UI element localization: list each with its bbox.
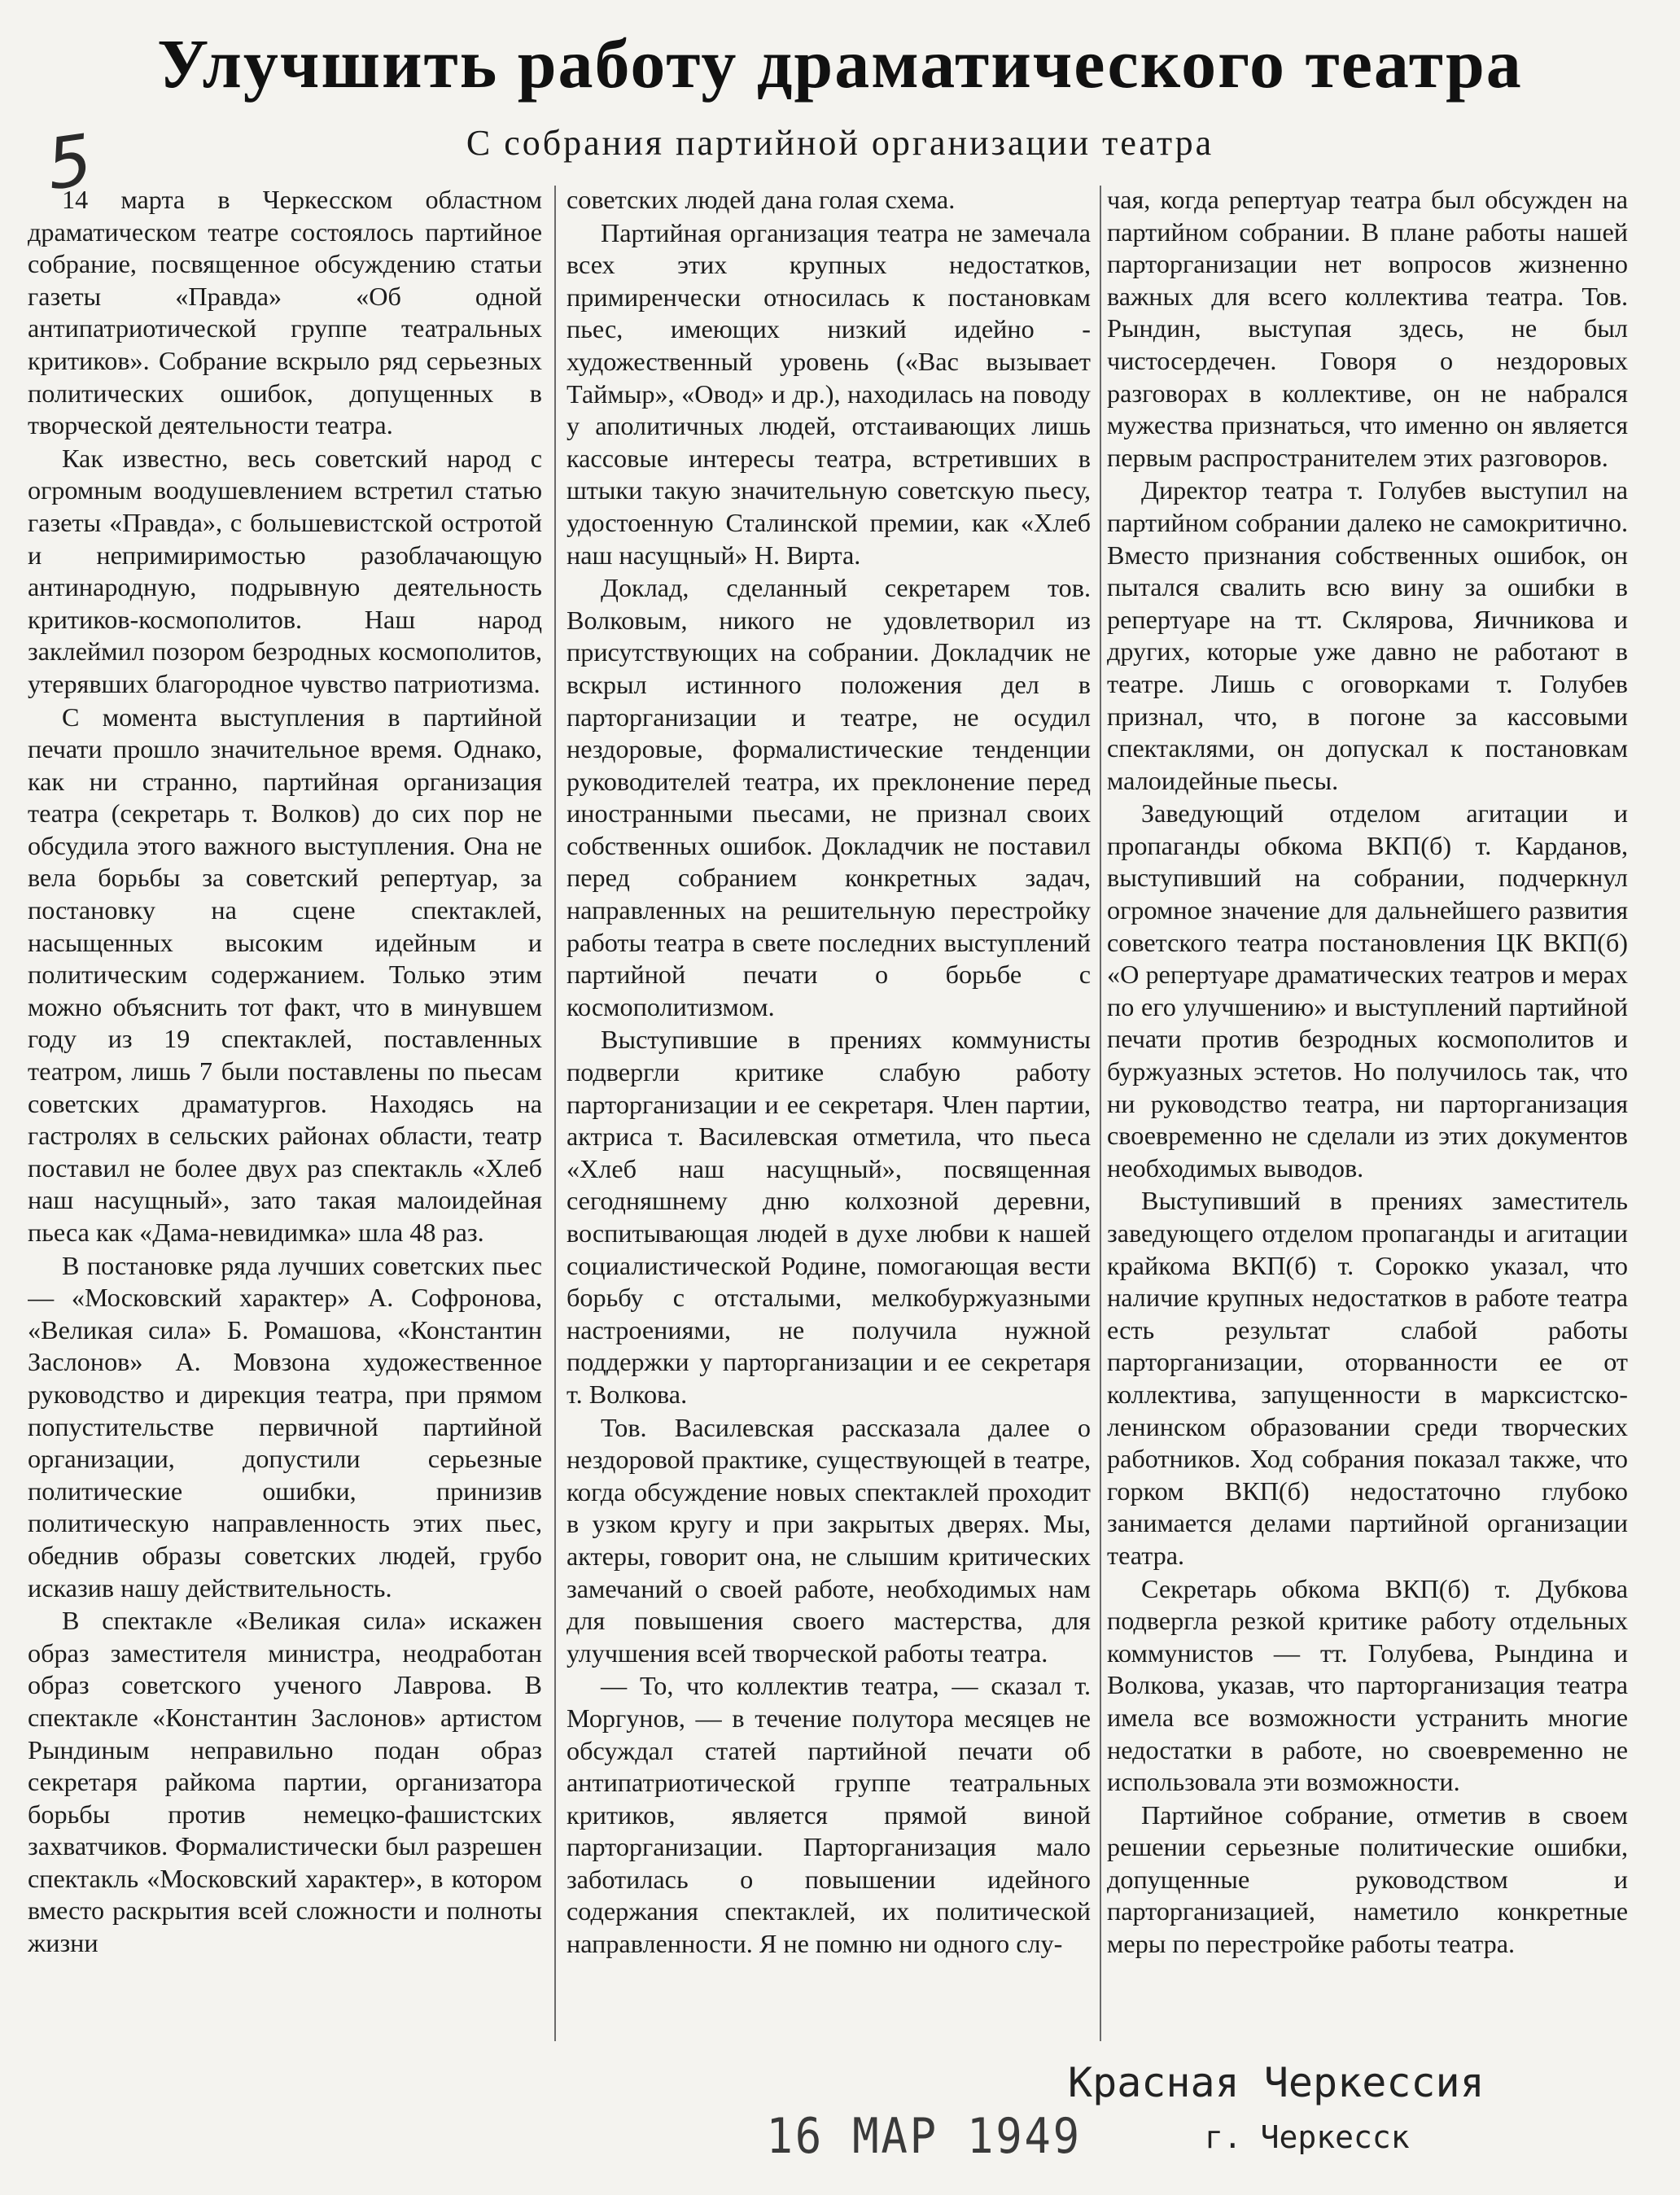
- city-stamp: г. Черкесск: [1205, 2119, 1410, 2155]
- paragraph: Директор театра т. Голубев выступил на партийном собрании далеко не самокритично. Вместо признания собственных ошибок, он пытался свалить всю вину за ошибки в репертуаре на тт. Склярова, Яичникова и других, которые уже давно не работают в театре. Лишь с оговорками т. Голубев признал, что, в погоне за кассовыми спектаклями, он допускал к постановкам малоидейные пьесы.: [1107, 475, 1628, 795]
- date-stamp: 16 МАР 1949: [766, 2108, 1082, 2165]
- paragraph: советских людей дана голая схема.: [567, 185, 956, 214]
- newspaper-name-stamp: Красная Черкессия: [1068, 2059, 1485, 2106]
- paragraph: Партийное собрание, отметив в своем решении серьезные политические ошибки, допущенные руководством и парторганизацией, наметило конкретные меры по перестройке работы театра.: [1107, 1799, 1628, 1959]
- article-column-3: [1107, 184, 1628, 2097]
- paragraph: В постановке ряда лучших советских пьес — «Московский характер» А. Софронова, «Великая сила» Б. Ромашова, «Константин Заслонов» А. Мовзона художественное руководство и дирекция театра, при прямом попустительстве первичной партийной организации, допустили серьезные политические ошибки, принизив политическую направленность этих пьес, обеднив образы советских людей, грубо исказив нашу действительность.: [28, 1250, 542, 1603]
- article-column-2: [567, 184, 1091, 2097]
- paragraph: 14 марта в Черкесском областном драматическом театре состоялось партийное собрание, посвященное обсуждению статьи газеты «Правда» «Об одной антипатриотической группе театральных критиков». Собрание вскрыло ряд серьезных политических ошибок, допущенных в творческой деятельности театра.: [28, 185, 542, 440]
- paragraph: С момента выступления в партийной печати прошло значительное время. Однако, как ни странно, партийная организация театра (секретарь т. Волков) до сих пор не обсудила этого важного выступления. Она не вела борьбы за советский репертуар, за постановку на сцене спектаклей, насыщенных высоким идейным и политическим содержанием. Только этим можно объяснить тот факт, что в минувшем году из 19 спектаклей, поставленных театром, лишь 7 были поставлены по пьесам советских драматургов. Находясь на гастролях в сельских районах области, театр поставил не более двух раз спектакль «Хлеб наш насущный», зато такая малоидейная пьеса как «Дама-невидимка» шла 48 раз.: [28, 702, 542, 1247]
- article-headline: Улучшить работу драматического театра: [157, 24, 1523, 103]
- handwritten-page-number: 5: [42, 119, 98, 207]
- paragraph: Секретарь обкома ВКП(б) т. Дубкова подвергла резкой критике работу отдельных коммунистов — тт. Голубева, Рындина и Волкова, указав, что парторганизация театра имела все возможности устранить многие недостатки в работе, но своевременно не использовала эти возможности.: [1107, 1573, 1628, 1797]
- paragraph: Партийная организация театра не замечала всех этих крупных недостатков, примиренчески относилась к постановкам пьес, имеющих низкий идейно - художественный уровень («Вас вызывает Таймыр», «Овод» и др.), находилась на поводу у аполитичных людей, отстаивающих лишь кассовые интересы театра, встретивших в штыки такую значительную советскую пьесу, удостоенную Сталинской премии, как «Хлеб наш насущный» Н. Вирта.: [567, 217, 1091, 570]
- article-column-1: [28, 184, 542, 2097]
- article-subheadline: С собрания партийной организации театра: [466, 123, 1214, 163]
- paragraph: Заведующий отделом агитации и пропаганды обкома ВКП(б) т. Карданов, выступивший на собрании, подчеркнул огромное значение для дальнейшего развития советского театра постановления ЦК ВКП(б) «О репертуаре драматических театров и мерах по его улучшению» и выступлений партийной печати против безродных космополитов и буржуазных эстетов. Но получилось так, что ни руководство театра, ни парторганизация своевременно не сделали из этих документов необходимых выводов.: [1107, 798, 1628, 1183]
- paragraph: Выступившие в прениях коммунисты подвергли критике слабую работу парторганизации и ее секретаря. Член партии, актриса т. Василевская отметила, что пьеса «Хлеб наш насущный», посвященная сегодняшнему дню колхозной деревни, воспитывающая людей в духе любви к нашей социалистической Родине, помогающая вести борьбу с отсталыми, мелкобуржуазными настроениями, не получила нужной поддержки у парторганизации и ее секретаря т. Волкова.: [567, 1025, 1091, 1409]
- paragraph: Тов. Василевская рассказала далее о нездоровой практике, существующей в театре, когда обсуждение новых спектаклей проходит в узком кругу и при закрытых дверях. Мы, актеры, говорит она, не слышим критических замечаний о своей работе, необходимых нам для повышения своего мастерства, для улучшения всей творческой работы театра.: [567, 1412, 1091, 1668]
- paragraph: — То, что коллектив театра, — сказал т. Моргунов, — в течение полутора месяцев не обсуждал статей партийной печати об антипатриотической группе театральных критиков, является прямой виной парторганизации. Парторганизация мало заботилась о повышении идейного содержания спектаклей, их политической направленности. Я не помню ни одного слу-: [567, 1671, 1091, 1959]
- paragraph: чая, когда репертуар театра был обсужден на партийном собрании. В плане работы нашей парторганизации нет вопросов жизненно важных для всего коллектива театра. Тов. Рындин, выступая здесь, не был чистосердечен. Говоря о нездоровых разговорах в коллективе, он не набрался мужества признаться, что именно он является первым распространителем этих разговоров.: [1107, 185, 1628, 472]
- paragraph: Как известно, весь советский народ с огромным воодушевлением встретил статью газеты «Правда», с большевистской остротой и непримиримостью разоблачающую антинародную, подрывную деятельность критиков-космополитов. Наш народ заклеймил позором безродных космополитов, утерявших благородное чувство патриотизма.: [28, 443, 542, 698]
- column-divider: [554, 186, 556, 2041]
- paragraph: Выступивший в прениях заместитель заведующего отделом пропаганды и агитации крайкома ВКП(б) т. Сорокко указал, что наличие крупных недостатков в работе театра есть результат слабой работы парторганизации, оторванности ее от коллектива, запущенности в марксистско-ленинском образовании среди творческих работников. Ход собрания показал также, что горком ВКП(б) недостаточно глубоко занимается делами партийной организации театра.: [1107, 1186, 1628, 1570]
- paragraph: Доклад, сделанный секретарем тов. Волковым, никого не удовлетворил из присутствующих на собрании. Докладчик не вскрыл истинного положения дел в парторганизации и театре, не осудил нездоровые, формалистические тенденции руководителей театра, их преклонение перед иностранными пьесами, не признал своих собственных ошибок. Докладчик не поставил перед собранием конкретных задач, направленных на решительную перестройку работы театра в свете последних выступлений партийной печати о борьбе с космополитизмом.: [567, 573, 1091, 1021]
- paragraph: В спектакле «Великая сила» искажен образ заместителя министра, неодработан образ советского ученого Лаврова. В спектакле «Константин Заслонов» артистом Рындиным неправильно подан образ секретаря райкома партии, организатора борьбы против немецко-фашистских захватчиков. Формалистически был разрешен спектакль «Московский характер», в котором вместо раскрытия всей сложности и полноты жизни: [28, 1606, 542, 1958]
- column-divider: [1100, 186, 1101, 2041]
